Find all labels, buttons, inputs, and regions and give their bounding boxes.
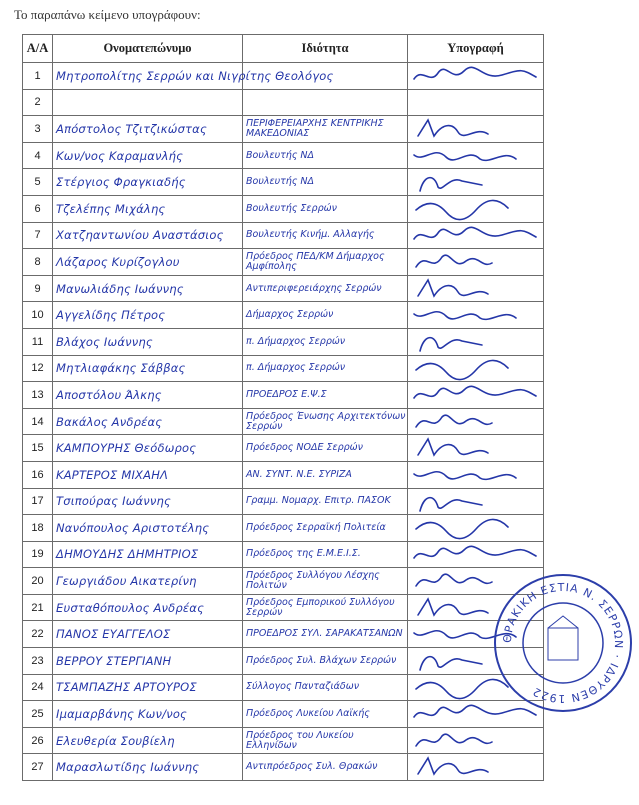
table-row [23, 302, 544, 329]
table-body [23, 63, 544, 781]
row-number: 17 [23, 488, 53, 515]
signer-role: Αντιπεριφερειάρχης Σερρών [243, 275, 408, 302]
signer-role [243, 89, 408, 116]
signature-cell [408, 515, 544, 542]
table-row [23, 195, 544, 222]
row-number: 15 [23, 435, 53, 462]
table-row [23, 63, 544, 90]
signer-name: Νανόπουλος Αριστοτέλης [53, 515, 243, 542]
signer-name: ΤΣΑΜΠΑΖΗΣ ΑΡΤΟΥΡΟΣ [53, 674, 243, 701]
table-row [23, 674, 544, 701]
signer-role: Πρόεδρος Συλ. Βλάχων Σερρών [243, 648, 408, 675]
row-number: 1 [23, 63, 53, 90]
signature-cell [408, 89, 544, 116]
signer-name: Αγγελίδης Πέτρος [53, 302, 243, 329]
signature-cell [408, 195, 544, 222]
signer-role: Βουλευτής ΝΔ [243, 142, 408, 169]
signer-name: Βακάλος Ανδρέας [53, 408, 243, 435]
table-row [23, 594, 544, 621]
row-number: 12 [23, 355, 53, 382]
signer-name: ΒΕΡΡΟΥ ΣΤΕΡΓΙΑΝΗ [53, 648, 243, 675]
handwritten-signature [412, 491, 540, 513]
row-number: 11 [23, 328, 53, 355]
table-row [23, 541, 544, 568]
signature-cell [408, 355, 544, 382]
row-number: 8 [23, 249, 53, 276]
signer-role: Βουλευτής ΝΔ [243, 169, 408, 196]
signature-cell [408, 302, 544, 329]
row-number: 14 [23, 408, 53, 435]
signer-name: Στέργιος Φραγκιαδής [53, 169, 243, 196]
signature-cell [408, 754, 544, 781]
row-number: 13 [23, 382, 53, 409]
handwritten-signature [412, 411, 540, 433]
header-num: Α/Α [23, 35, 53, 63]
signer-role: π. Δήμαρχος Σερρών [243, 328, 408, 355]
signer-role: Πρόεδρος του Λυκείου Ελληνίδων [243, 727, 408, 754]
signer-name: Απόστολος Τζιτζικώστας [53, 116, 243, 143]
signer-name: Ιμαμαρβάνης Κων/νος [53, 701, 243, 728]
signer-role: Πρόεδρος ΠΕΔ/ΚΜ Δήμαρχος Αμφίπολης [243, 249, 408, 276]
handwritten-signature [412, 304, 540, 326]
signature-cell [408, 116, 544, 143]
signer-name: Αποστόλου Άλκης [53, 382, 243, 409]
signer-role: ΠΕΡΙΦΕΡΕΙΑΡΧΗΣ ΚΕΝΤΡΙΚΗΣ ΜΑΚΕΔΟΝΙΑΣ [243, 116, 408, 143]
handwritten-signature [412, 730, 540, 752]
table-row [23, 275, 544, 302]
table-row [23, 727, 544, 754]
header-name: Ονοματεπώνυμο [53, 35, 243, 63]
table-header-row [23, 35, 544, 63]
row-number: 18 [23, 515, 53, 542]
table-row [23, 754, 544, 781]
handwritten-signature [412, 198, 540, 220]
table-row [23, 142, 544, 169]
signer-role: Αντιπρόεδρος Συλ. Θρακών [243, 754, 408, 781]
row-number: 22 [23, 621, 53, 648]
signer-role: Πρόεδρος της Ε.Μ.Ε.Ι.Σ. [243, 541, 408, 568]
row-number: 21 [23, 594, 53, 621]
signature-cell [408, 727, 544, 754]
table-row [23, 89, 544, 116]
table-row [23, 169, 544, 196]
handwritten-signature [412, 358, 540, 380]
signer-role: Βουλευτής Κινήμ. Αλλαγής [243, 222, 408, 249]
header-role: Ιδιότητα [243, 35, 408, 63]
signer-name: Ελευθερία Σουβίελη [53, 727, 243, 754]
signer-name: Λάζαρος Κυρίζογλου [53, 249, 243, 276]
signer-role: Δήμαρχος Σερρών [243, 302, 408, 329]
table-row [23, 435, 544, 462]
signer-role: Πρόεδρος Σερραϊκή Πολιτεία [243, 515, 408, 542]
intro-text: Το παραπάνω κείμενο υπογράφουν: [14, 7, 201, 22]
signer-name: Γεωργιάδου Αικατερίνη [53, 568, 243, 595]
handwritten-signature [412, 171, 540, 193]
table-row [23, 249, 544, 276]
table-row [23, 355, 544, 382]
row-number: 25 [23, 701, 53, 728]
row-number: 24 [23, 674, 53, 701]
signer-name: ΚΑΜΠΟΥΡΗΣ Θεόδωρος [53, 435, 243, 462]
signature-cell [408, 328, 544, 355]
signer-name: ΠΑΝΟΣ ΕΥΑΓΓΕΛΟΣ [53, 621, 243, 648]
signer-role: ΠΡΟΕΔΡΟΣ ΣΥΛ. ΣΑΡΑΚΑΤΣΑΝΩΝ [243, 621, 408, 648]
handwritten-signature [412, 118, 540, 140]
row-number: 3 [23, 116, 53, 143]
row-number: 26 [23, 727, 53, 754]
signature-cell [408, 541, 544, 568]
handwritten-signature [412, 331, 540, 353]
signer-role: ΑΝ. ΣΥΝΤ. Ν.Ε. ΣΥΡΙΖΑ [243, 461, 408, 488]
table-row [23, 328, 544, 355]
signature-cell [408, 63, 544, 90]
signer-name: Μανωλιάδης Ιωάννης [53, 275, 243, 302]
table-row [23, 701, 544, 728]
handwritten-signature [412, 145, 540, 167]
signer-name: Μαρασλωτίδης Ιωάννης [53, 754, 243, 781]
row-number: 27 [23, 754, 53, 781]
signer-role: Πρόεδρος Λυκείου Λαϊκής [243, 701, 408, 728]
handwritten-signature [412, 278, 540, 300]
row-number: 7 [23, 222, 53, 249]
handwritten-signature [412, 225, 540, 247]
handwritten-signature [412, 437, 540, 459]
signer-name: Ευσταθόπουλος Ανδρέας [53, 594, 243, 621]
signature-cell [408, 169, 544, 196]
signature-cell [408, 461, 544, 488]
organization-stamp [488, 568, 638, 718]
row-number: 6 [23, 195, 53, 222]
row-number: 20 [23, 568, 53, 595]
signer-name: ΔΗΜΟΥΔΗΣ ΔΗΜΗΤΡΙΟΣ [53, 541, 243, 568]
signer-name: Μητλιαφάκης Σάββας [53, 355, 243, 382]
table-row [23, 648, 544, 675]
row-number: 2 [23, 89, 53, 116]
signer-name: Τζελέπης Μιχάλης [53, 195, 243, 222]
signature-cell [408, 222, 544, 249]
svg-text:ΘΡΑΚΙΚΗ ΕΣΤΙΑ Ν. ΣΕΡΡΩΝ · ΙΔΡΥ [501, 581, 625, 705]
signer-name: Κων/νος Καραμανλής [53, 142, 243, 169]
signer-role: π. Δήμαρχος Σερρών [243, 355, 408, 382]
table-row [23, 222, 544, 249]
signer-role: Πρόεδρος Συλλόγου Λέσχης Πολιτών [243, 568, 408, 595]
signer-name: ΚΑΡΤΕΡΟΣ ΜΙΧΑΗΛ [53, 461, 243, 488]
signer-name: Βλάχος Ιωάννης [53, 328, 243, 355]
row-number: 9 [23, 275, 53, 302]
row-number: 5 [23, 169, 53, 196]
row-number: 10 [23, 302, 53, 329]
handwritten-signature [412, 544, 540, 566]
signatures-table [22, 34, 544, 781]
table-row [23, 461, 544, 488]
table-row [23, 408, 544, 435]
table-row [23, 515, 544, 542]
signer-role: Πρόεδρος ΝΟΔΕ Σερρών [243, 435, 408, 462]
signature-cell [408, 408, 544, 435]
signer-role: ΠΡΟΕΔΡΟΣ Ε.Ψ.Σ [243, 382, 408, 409]
stamp-text: ΘΡΑΚΙΚΗ ΕΣΤΙΑ Ν. ΣΕΡΡΩΝ · ΙΔΡΥΘΕΝ 1922 [500, 580, 626, 706]
signature-cell [408, 249, 544, 276]
row-number: 23 [23, 648, 53, 675]
signature-cell [408, 382, 544, 409]
signature-cell [408, 488, 544, 515]
row-number: 4 [23, 142, 53, 169]
header-signature: Υπογραφή [408, 35, 544, 63]
table-row [23, 488, 544, 515]
handwritten-signature [412, 384, 540, 406]
signature-cell [408, 275, 544, 302]
handwritten-signature [412, 517, 540, 539]
table-row [23, 568, 544, 595]
handwritten-signature [412, 65, 540, 87]
signature-cell [408, 435, 544, 462]
signer-role: Πρόεδρος Εμπορικού Συλλόγου Σερρών [243, 594, 408, 621]
signer-name: Μητροπολίτης Σερρών και Νιγρίτης Θεολόγος [53, 63, 243, 90]
row-number: 19 [23, 541, 53, 568]
signer-role: Βουλευτής Σερρών [243, 195, 408, 222]
signer-role: Πρόεδρος Ένωσης Αρχιτεκτόνων Σερρών [243, 408, 408, 435]
row-number: 16 [23, 461, 53, 488]
signature-cell [408, 142, 544, 169]
signer-role: Γραμμ. Νομαρχ. Επιτρ. ΠΑΣΟΚ [243, 488, 408, 515]
signer-name [53, 89, 243, 116]
table-row [23, 621, 544, 648]
signer-role: Σύλλογος Πανταζιάδων [243, 674, 408, 701]
handwritten-signature [412, 464, 540, 486]
handwritten-signature [412, 251, 540, 273]
handwritten-signature [412, 756, 540, 778]
table-row [23, 382, 544, 409]
table-row [23, 116, 544, 143]
signer-name: Χατζηαντωνίου Αναστάσιος [53, 222, 243, 249]
signer-name: Τσιπούρας Ιωάννης [53, 488, 243, 515]
